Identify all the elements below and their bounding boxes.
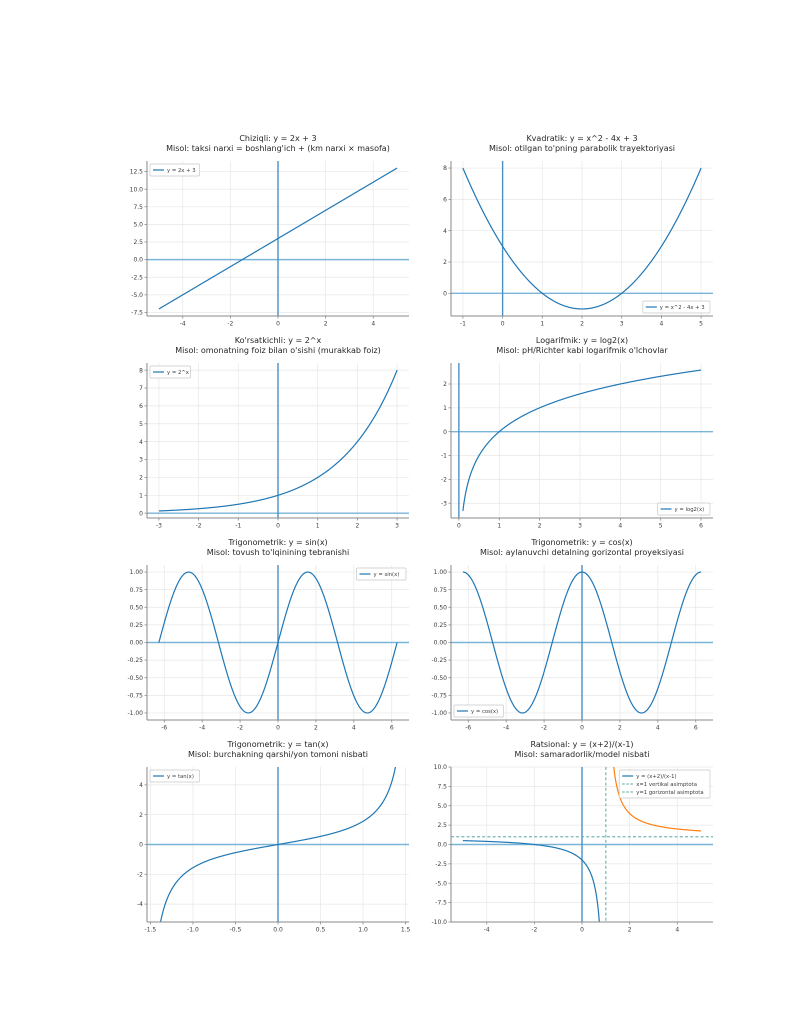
chart-subtitle: Misol: samaradorlik/model nisbati	[514, 750, 650, 760]
svg-text:-7.5: -7.5	[435, 899, 447, 907]
svg-text:5.0: 5.0	[133, 221, 143, 229]
svg-text:4: 4	[139, 438, 143, 446]
chart-title-linear	[120, 134, 416, 156]
svg-text:-0.25: -0.25	[431, 657, 447, 665]
svg-text:4: 4	[675, 926, 680, 934]
svg-text:0: 0	[276, 320, 280, 328]
svg-text:4: 4	[655, 724, 660, 732]
chart-logarithmic	[424, 336, 720, 534]
legend-label: y = tan(x)	[167, 773, 194, 780]
svg-text:2: 2	[443, 259, 447, 267]
svg-text:0.0: 0.0	[273, 926, 283, 934]
svg-text:1.0: 1.0	[358, 926, 368, 934]
svg-text:-0.25: -0.25	[127, 657, 143, 665]
svg-text:4: 4	[659, 320, 664, 328]
legend	[150, 770, 200, 782]
svg-text:1.5: 1.5	[400, 926, 411, 934]
svg-text:0.00: 0.00	[433, 639, 447, 647]
chart-title-logarithmic	[424, 336, 720, 358]
chart-linear	[120, 134, 416, 332]
svg-text:1: 1	[497, 522, 502, 530]
chart-title-line1: Trigonometrik: y = cos(x)	[531, 538, 633, 547]
svg-text:7.5: 7.5	[437, 783, 447, 791]
svg-text:-2: -2	[541, 724, 548, 732]
chart-subtitle: Misol: pH/Richter kabi logarifmik o'lchovlar	[496, 346, 668, 356]
legend	[357, 568, 407, 580]
chart-subtitle: Misol: tovush to'lqinining tebranishi	[206, 548, 350, 558]
svg-text:1: 1	[315, 522, 320, 530]
legend	[619, 770, 710, 798]
svg-text:0: 0	[139, 841, 143, 849]
chart-title-line1: Chiziqli: y = 2x + 3	[239, 134, 317, 143]
svg-text:4: 4	[443, 227, 447, 235]
svg-text:0.5: 0.5	[315, 926, 326, 934]
svg-text:-2: -2	[441, 476, 447, 484]
svg-text:2: 2	[537, 522, 542, 530]
svg-text:-2.5: -2.5	[131, 274, 143, 282]
svg-text:-0.50: -0.50	[127, 674, 143, 682]
chart-canvas-exponential	[120, 358, 416, 534]
legend	[658, 503, 710, 515]
svg-text:-2: -2	[227, 320, 234, 328]
svg-text:6: 6	[693, 724, 698, 732]
tick-labels	[130, 169, 376, 328]
legend-label: y = sin(x)	[373, 571, 400, 578]
svg-text:3: 3	[619, 320, 624, 328]
svg-text:-4: -4	[179, 320, 186, 328]
chart-subtitle: Misol: omonatning foiz bilan o'sishi (murakkab foiz)	[175, 346, 381, 356]
svg-text:0: 0	[500, 320, 505, 328]
svg-text:-4: -4	[503, 724, 510, 732]
chart-tangent	[120, 740, 416, 938]
svg-text:0.25: 0.25	[129, 621, 143, 629]
legend-label: y = (x+2)/(x-1)	[636, 773, 677, 780]
svg-text:6: 6	[443, 196, 447, 204]
svg-text:2: 2	[355, 522, 360, 530]
chart-canvas-logarithmic	[424, 358, 720, 534]
svg-text:-7.5: -7.5	[131, 309, 143, 317]
svg-text:5: 5	[699, 320, 704, 328]
svg-text:2.5: 2.5	[437, 822, 447, 830]
svg-text:0: 0	[139, 510, 143, 518]
svg-text:0.50: 0.50	[129, 604, 143, 612]
tick-labels	[139, 367, 399, 529]
svg-text:0.75: 0.75	[433, 586, 447, 594]
svg-text:2.5: 2.5	[133, 239, 143, 247]
chart-title-line1: Ko'rsatkichli: y = 2^x	[234, 336, 322, 345]
chart-title-line1: Ratsional: y = (x+2)/(x-1)	[530, 740, 634, 749]
chart-title-exponential	[120, 336, 416, 358]
legend-label: y = 2x + 3	[167, 167, 196, 174]
svg-text:3: 3	[395, 522, 400, 530]
legend	[150, 366, 191, 378]
svg-text:4: 4	[139, 781, 143, 789]
svg-text:1: 1	[443, 404, 447, 412]
svg-text:-2: -2	[237, 724, 244, 732]
svg-text:0: 0	[580, 926, 584, 934]
chart-title-quadratic	[424, 134, 720, 156]
svg-text:-5.0: -5.0	[131, 291, 143, 299]
svg-text:-4: -4	[199, 724, 206, 732]
legend-label: x=1 vertikal asimptota	[636, 781, 697, 788]
svg-text:2: 2	[314, 724, 318, 732]
zero-axes	[451, 565, 713, 720]
svg-text:-4: -4	[137, 901, 143, 909]
chart-sine	[120, 538, 416, 736]
svg-text:1.00: 1.00	[433, 569, 447, 577]
svg-text:2: 2	[627, 926, 632, 934]
svg-text:5: 5	[658, 522, 663, 530]
svg-text:-4: -4	[483, 926, 490, 934]
svg-text:-2: -2	[531, 926, 538, 934]
svg-text:0: 0	[276, 724, 280, 732]
svg-text:3: 3	[139, 456, 143, 464]
legend-label: y = x^2 - 4x + 3	[659, 304, 705, 311]
svg-text:0: 0	[443, 290, 447, 298]
svg-text:0: 0	[443, 428, 447, 436]
svg-text:-1: -1	[459, 320, 466, 328]
svg-text:-0.50: -0.50	[431, 674, 447, 682]
svg-text:-1: -1	[235, 522, 242, 530]
chart-title-line1: Kvadratik: y = x^2 - 4x + 3	[526, 134, 638, 143]
svg-text:0.50: 0.50	[433, 604, 447, 612]
chart-canvas-linear	[120, 156, 416, 332]
svg-text:0.0: 0.0	[437, 841, 447, 849]
chart-canvas-rational	[424, 762, 720, 938]
legend-label: y=1 gorizontal asimptota	[636, 789, 704, 796]
svg-text:1: 1	[139, 492, 143, 500]
chart-exponential	[120, 336, 416, 534]
svg-text:7.5: 7.5	[133, 203, 143, 211]
svg-text:4: 4	[351, 724, 356, 732]
function-curve	[463, 370, 701, 511]
svg-text:2: 2	[323, 320, 328, 328]
svg-text:-2.5: -2.5	[435, 860, 447, 868]
svg-text:-1.5: -1.5	[144, 926, 157, 934]
svg-text:2: 2	[139, 474, 143, 482]
svg-text:0: 0	[276, 522, 280, 530]
svg-text:2: 2	[580, 320, 584, 328]
legend	[643, 301, 710, 313]
svg-text:0: 0	[580, 724, 584, 732]
chart-canvas-sine	[120, 560, 416, 736]
svg-text:5.0: 5.0	[437, 802, 447, 810]
svg-text:2: 2	[443, 381, 447, 389]
svg-text:10.0: 10.0	[433, 764, 447, 772]
chart-title-line1: Logarifmik: y = log2(x)	[535, 336, 629, 345]
legend-label: y = cos(x)	[471, 708, 499, 715]
svg-text:0.00: 0.00	[129, 639, 143, 647]
svg-text:6: 6	[389, 724, 394, 732]
svg-text:-0.75: -0.75	[431, 692, 447, 700]
chart-title-sine	[120, 538, 416, 560]
chart-quadratic	[424, 134, 720, 332]
svg-text:-5.0: -5.0	[435, 880, 447, 888]
chart-title-line1: Trigonometrik: y = sin(x)	[228, 538, 328, 547]
svg-text:-1.00: -1.00	[431, 710, 447, 718]
tick-labels	[137, 782, 411, 934]
chart-canvas-tangent	[120, 762, 416, 938]
chart-rational	[424, 740, 720, 938]
svg-text:4: 4	[618, 522, 623, 530]
chart-title-rational	[424, 740, 720, 762]
chart-canvas-cosine	[424, 560, 720, 736]
legend	[454, 705, 504, 717]
series-lines	[463, 370, 701, 511]
chart-title-cosine	[424, 538, 720, 560]
svg-text:6: 6	[699, 522, 704, 530]
svg-text:4: 4	[371, 320, 376, 328]
svg-text:-3: -3	[441, 500, 447, 508]
chart-subtitle: Misol: burchakning qarshi/yon tomoni nisbati	[188, 750, 368, 760]
chart-canvas-quadratic	[424, 156, 720, 332]
legend-label: y = 2^x	[167, 369, 189, 376]
chart-subtitle: Misol: taksi narxi = boshlang'ich + (km narxi × masofa)	[166, 144, 390, 154]
svg-text:6: 6	[139, 403, 143, 411]
chart-title-line1: Trigonometrik: y = tan(x)	[227, 740, 329, 749]
svg-text:-1: -1	[441, 452, 447, 460]
svg-text:0.75: 0.75	[129, 586, 143, 594]
svg-text:-2: -2	[137, 871, 143, 879]
charts-grid	[120, 134, 720, 938]
svg-text:-1.0: -1.0	[187, 926, 199, 934]
svg-text:1: 1	[540, 320, 545, 328]
svg-text:-0.5: -0.5	[229, 926, 242, 934]
svg-text:1.00: 1.00	[129, 569, 143, 577]
chart-title-tangent	[120, 740, 416, 762]
svg-text:2: 2	[139, 811, 143, 819]
svg-text:10.0: 10.0	[129, 186, 143, 194]
svg-text:8: 8	[443, 165, 447, 173]
svg-text:0: 0	[456, 522, 461, 530]
svg-text:-10.0: -10.0	[431, 919, 447, 927]
svg-text:2: 2	[618, 724, 622, 732]
svg-text:8: 8	[139, 367, 143, 375]
legend	[150, 164, 200, 176]
chart-cosine	[424, 538, 720, 736]
svg-text:5: 5	[139, 420, 143, 428]
svg-text:-1.00: -1.00	[127, 710, 143, 718]
svg-text:0.0: 0.0	[133, 256, 143, 264]
svg-text:-6: -6	[465, 724, 472, 732]
svg-text:-2: -2	[195, 522, 202, 530]
legend-label: y = log2(x)	[674, 506, 705, 513]
svg-text:-3: -3	[155, 522, 162, 530]
svg-text:3: 3	[578, 522, 582, 530]
chart-subtitle: Misol: otilgan to'pning parabolik trayektoriyasi	[489, 144, 675, 154]
chart-subtitle: Misol: aylanuvchi detalning gorizontal proyeksiyasi	[479, 548, 684, 558]
svg-text:-6: -6	[161, 724, 168, 732]
svg-text:0.25: 0.25	[433, 621, 447, 629]
svg-text:7: 7	[139, 385, 143, 393]
svg-text:12.5: 12.5	[129, 168, 143, 176]
svg-text:-0.75: -0.75	[127, 692, 143, 700]
